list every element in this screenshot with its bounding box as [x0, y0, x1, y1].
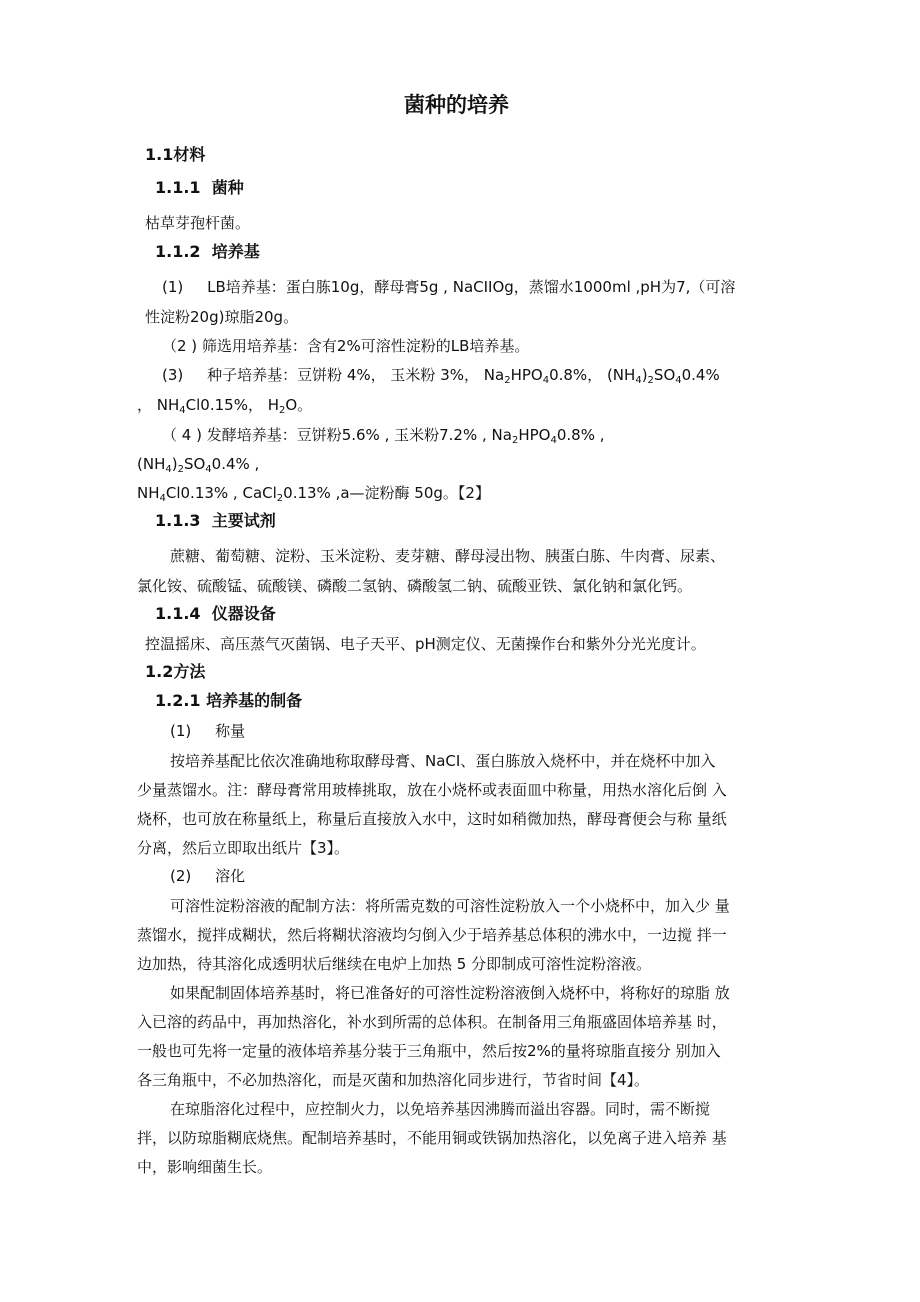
subscript: 2 [279, 405, 286, 416]
weigh-subheading [170, 721, 245, 741]
item-text: SO [653, 366, 676, 384]
item-number: (3) [162, 366, 184, 384]
item-text: 0.13% ,a—淀粉酶 50g。【2】 [283, 484, 490, 502]
item-text: O。 [285, 396, 313, 414]
section-1-1-2-heading [155, 242, 260, 262]
section-1-1-3-heading [155, 511, 276, 531]
dissolve-para1-line-2: 蒸馏水，搅拌成糊状，然后将糊状溶液均匀倒入少于培养基总体积的沸水中，一边搅 拌一 [137, 926, 727, 944]
section-number: 1.1.2 [155, 242, 201, 261]
dissolve-para2-line-4: 各三角瓶中，不必加热溶化，而是灭菌和加热溶化同步进行，节省时间【4】。 [137, 1071, 650, 1089]
instruments-text: 控温摇床、高压蒸气灭菌锅、电子天平、pH测定仪、无菌操作台和紫外分光光度计。 [145, 635, 706, 653]
item-label: 溶化 [215, 867, 246, 885]
item-text: HPO [510, 366, 543, 384]
dissolve-subheading [170, 866, 245, 886]
item-number: (1) [170, 722, 192, 740]
section-number: 1.1.3 [155, 511, 201, 530]
item-text: 0.4% , [211, 455, 260, 473]
section-title: 培养基 [211, 242, 260, 261]
subscript: 4 [165, 464, 172, 475]
item-text: NH [137, 484, 160, 502]
item-text: （ 4 ) 发酵培养基：豆饼粉5.6% , 玉米粉7.2% , Na [162, 426, 512, 444]
item-text: 种子培养基：豆饼粉 4%， 玉米粉 3%， Na [207, 366, 505, 384]
dissolve-para2-line-1: 如果配制固体培养基时，将已准备好的可溶性淀粉溶液倒入烧杯中，将称好的琼脂 放 [170, 984, 730, 1002]
page-title: 菌种的培养 [404, 93, 509, 117]
section-1-1-heading: 1.1材料 [145, 145, 206, 164]
reagents-line-2: 氯化铵、硫酸锰、硫酸镁、磷酸二氢钠、磷酸氢二钠、硫酸亚铁、氯化钠和氯化钙。 [137, 577, 693, 595]
weigh-para-line-4: 分离，然后立即取出纸片【3】。 [137, 839, 350, 857]
section-1-2-1-heading: 1.2.1 培养基的制备 [155, 691, 303, 710]
section-1-2-heading: 1.2方法 [145, 662, 206, 681]
seed-medium-line-2 [137, 395, 312, 415]
item-text: ) [641, 366, 648, 384]
subscript: 4 [635, 375, 642, 386]
reagents-line-1: 蔗糖、葡萄糖、淀粉、玉米淀粉、麦芽糖、酵母浸出物、胰蛋白胨、牛肉膏、尿素、 [170, 547, 726, 565]
subscript: 4 [205, 464, 212, 475]
item-text: Cl0.13% , CaCl [165, 484, 277, 502]
item-text: 0.4% [681, 366, 720, 384]
subscript: 4 [675, 375, 682, 386]
subscript: 4 [159, 493, 166, 504]
dissolve-para1-line-1: 可溶性淀粉溶液的配制方法：将所需克数的可溶性淀粉放入一个小烧杯中，加入少 量 [170, 897, 730, 915]
item-text: SO [183, 455, 206, 473]
subscript: 2 [511, 435, 519, 446]
weigh-para-line-2: 少量蒸馏水。注：酵母膏常用玻棒挑取，放在小烧杯或表面皿中称量，用热水溶化后倒 入 [137, 781, 727, 799]
subscript: 4 [179, 405, 186, 416]
ferment-medium-line-2 [137, 454, 259, 474]
section-number: 1.1.1 [155, 178, 201, 197]
subscript: 2 [177, 464, 184, 475]
dissolve-para2-line-3: 一般也可先将一定量的液体培养基分装于三角瓶中，然后按2%的量将琼脂直接分 别加入 [137, 1042, 721, 1060]
section-title: 主要试剂 [211, 511, 276, 530]
seed-medium-line-1 [162, 365, 720, 385]
dissolve-para3-line-1: 在琼脂溶化过程中，应控制火力，以免培养基因沸腾而溢出容器。同时，需不断搅 [170, 1100, 711, 1118]
item-number: (1) [162, 278, 184, 296]
section-1-1-1-heading [155, 178, 244, 198]
screen-medium-text: （2 ) 筛选用培养基：含有2%可溶性淀粉的LB培养基。 [162, 337, 530, 355]
item-text: ) [171, 455, 178, 473]
weigh-para-line-3: 烧杯，也可放在称量纸上，称量后直接放入水中，这时如稍微加热，酵母膏便会与称 量纸 [137, 810, 727, 828]
section-1-1-4-heading [155, 604, 276, 624]
item-text: LB培养基：蛋白胨10g，酵母膏5g , NaCIIOg，蒸馏水1000ml ,pH为7,（可溶 [207, 278, 736, 296]
ferment-medium-line-3 [137, 483, 490, 503]
item-text: 0.8% , [556, 426, 605, 444]
dissolve-para1-line-3: 边加热，待其溶化成透明状后继续在电炉上加热 5 分即制成可溶性淀粉溶液。 [137, 955, 652, 973]
section-number: 1.1.4 [155, 604, 201, 623]
item-text: ， NH [137, 396, 180, 414]
dissolve-para2-line-2: 入已溶的药品中，再加热溶化，补水到所需的总体积。在制备用三角瓶盛固体培养基 时， [137, 1013, 727, 1031]
subscript: 2 [276, 493, 284, 504]
dissolve-para3-line-2: 拌，以防琼脂糊底烧焦。配制培养基时，不能用铜或铁锅加热溶化，以免离子进入培养 基 [137, 1129, 727, 1147]
lb-medium-line-1 [162, 277, 735, 297]
lb-medium-line-2: 性淀粉20g)琼脂20g。 [145, 308, 299, 326]
section-title: 仪器设备 [211, 604, 276, 623]
item-text: (NH [137, 455, 166, 473]
subscript: 4 [542, 375, 550, 386]
item-text: HPO [518, 426, 551, 444]
subscript: 2 [504, 375, 511, 386]
strain-text: 枯草芽孢杆菌。 [145, 214, 251, 232]
item-text: 0.8%， (NH [549, 366, 636, 384]
item-number: (2) [170, 867, 192, 885]
dissolve-para3-line-3: 中，影响细菌生长。 [137, 1158, 273, 1176]
subscript: 4 [550, 435, 557, 446]
section-title: 菌种 [211, 178, 244, 197]
weigh-para-line-1: 按培养基配比依次准确地称取酵母膏、NaCI、蛋白胨放入烧杯中，并在烧杯中加入 [170, 752, 716, 770]
subscript: 2 [647, 375, 654, 386]
ferment-medium-line-1 [162, 425, 605, 445]
item-label: 称量 [215, 722, 246, 740]
item-text: Cl0.15%， H [185, 396, 279, 414]
